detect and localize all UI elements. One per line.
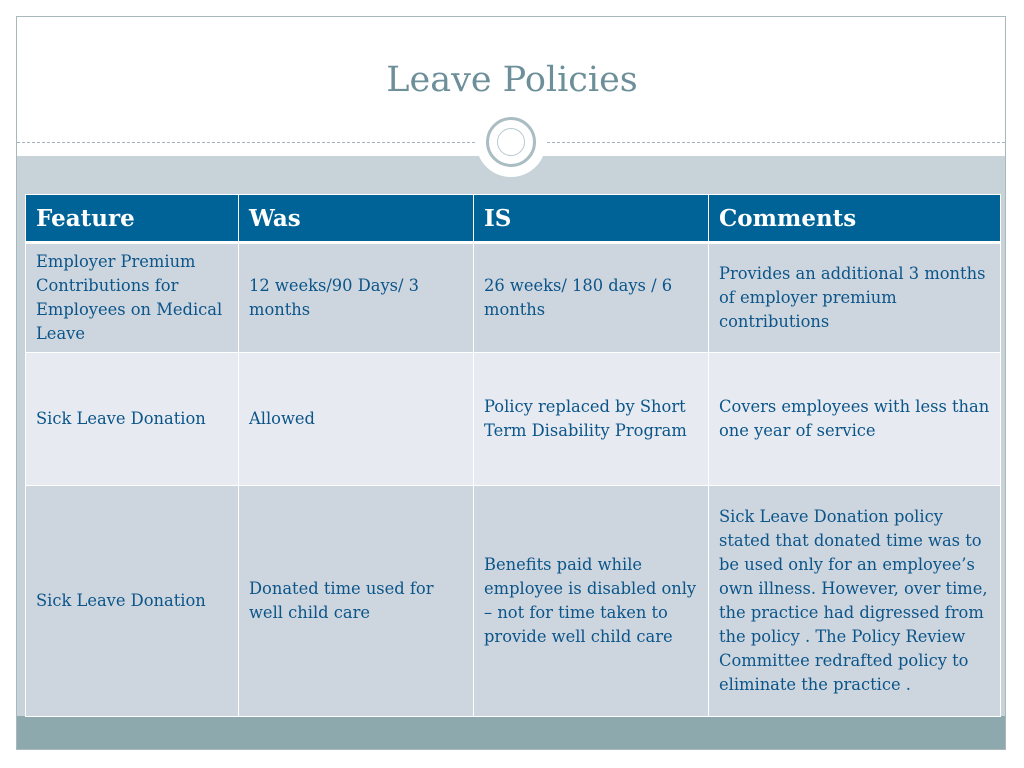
table-row — [26, 486, 1001, 717]
ring-icon — [486, 117, 536, 167]
header-comments: Comments — [709, 195, 1001, 243]
cell-feature: Sick Leave Donation — [26, 486, 239, 717]
slide-title: Leave Policies — [386, 60, 638, 100]
cell-was: Donated time used for well child care — [239, 486, 474, 717]
table-header-row — [26, 195, 1001, 243]
cell-comments: Sick Leave Donation policy stated that donated time was to be used only for an employee’s own illness. However, over time, the practice had digressed from the policy . The Policy Review Committee redrafted policy to eliminate the practice . — [709, 486, 1001, 717]
cell-feature: Employer Premium Contributions for Employees on Medical Leave — [26, 243, 239, 353]
cell-was: Allowed — [239, 353, 474, 486]
cell-is: Policy replaced by Short Term Disability Program — [474, 353, 709, 486]
header-is: IS — [474, 195, 709, 243]
cell-comments: Covers employees with less than one year of service — [709, 353, 1001, 486]
leave-policies-table — [25, 194, 1001, 717]
footer-band — [17, 716, 1005, 749]
cell-was: 12 weeks/90 Days/ 3 months — [239, 243, 474, 353]
table-row — [26, 243, 1001, 353]
header-feature: Feature — [26, 195, 239, 243]
inner-ring — [497, 128, 525, 156]
table-row — [26, 353, 1001, 486]
cell-feature: Sick Leave Donation — [26, 353, 239, 486]
cell-is: 26 weeks/ 180 days / 6 months — [474, 243, 709, 353]
header-was: Was — [239, 195, 474, 243]
cell-is: Benefits paid while employee is disabled only – not for time taken to provide well child care — [474, 486, 709, 717]
cell-comments: Provides an additional 3 months of employer premium contributions — [709, 243, 1001, 353]
